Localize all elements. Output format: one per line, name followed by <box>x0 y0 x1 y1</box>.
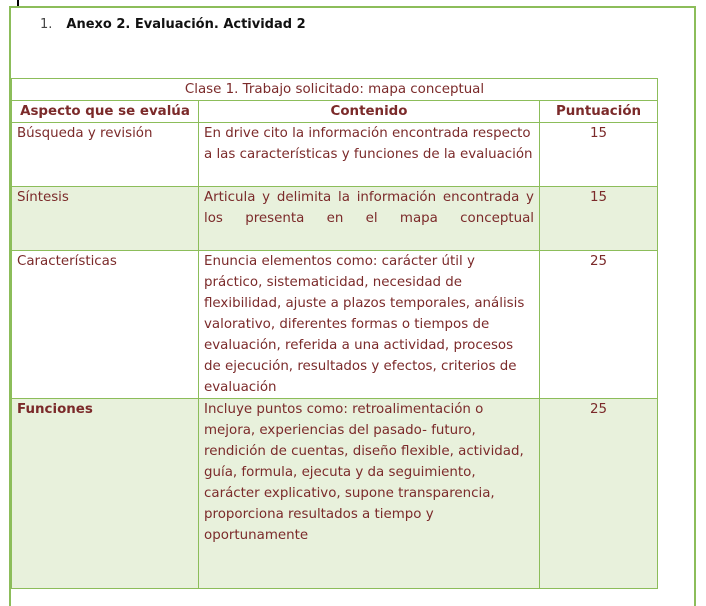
table-row <box>12 251 658 399</box>
content-cell <box>199 187 540 251</box>
table-caption: Clase 1. Trabajo solicitado: mapa conceptual <box>12 79 658 101</box>
aspect-cell: Funciones <box>12 399 199 589</box>
score-cell: 15 <box>540 187 658 251</box>
table-row <box>12 123 658 187</box>
aspect-cell: Búsqueda y revisión <box>12 123 199 187</box>
table-row <box>12 187 658 251</box>
content-cell: En drive cito la información encontrada respecto a las características y funciones de la evaluación <box>199 123 540 187</box>
aspect-cell: Características <box>12 251 199 399</box>
score-cell: 25 <box>540 399 658 589</box>
list-number: 1. <box>40 17 53 32</box>
section-heading <box>40 17 306 32</box>
table-caption-row <box>12 79 658 101</box>
score-cell: 15 <box>540 123 658 187</box>
table-row <box>12 399 658 589</box>
aspect-cell: Síntesis <box>12 187 199 251</box>
content-cell: Enuncia elementos como: carácter útil y práctico, sistematicidad, necesidad de flexibilidad, ajuste a plazos temporales, análisis valorativo, diferentes formas o tiempos de evaluación, referida a una actividad, procesos de ejecución, resultados y efectos, criterios de evaluación <box>199 251 540 399</box>
column-header-content: Contenido <box>199 101 540 123</box>
heading-title: Anexo 2. Evaluación. Actividad 2 <box>66 17 306 32</box>
content-text: Articula y delimita la información encontrada y los presenta en el mapa conceptual <box>204 190 534 226</box>
table-header-row <box>12 101 658 123</box>
content-cell: Incluye puntos como: retroalimentación o mejora, experiencias del pasado- futuro, rendición de cuentas, diseño flexible, actividad, guía, formula, ejecuta y da seguimiento, carácter explicativo, supone transparencia, proporciona resultados a tiempo y oportunamente <box>199 399 540 589</box>
column-header-score: Puntuación <box>540 101 658 123</box>
evaluation-table <box>11 78 658 589</box>
score-cell: 25 <box>540 251 658 399</box>
column-header-aspect: Aspecto que se evalúa <box>12 101 199 123</box>
